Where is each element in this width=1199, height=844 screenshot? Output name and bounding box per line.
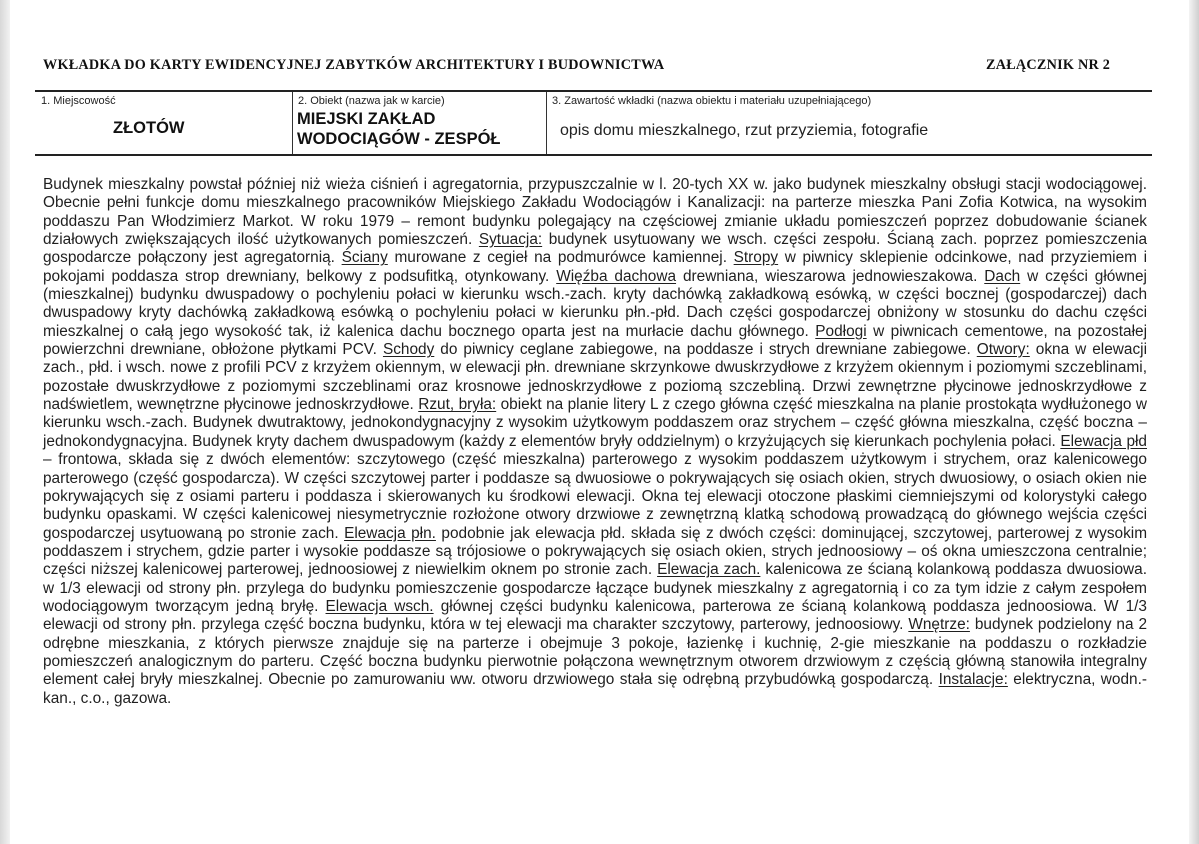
text-sytuacja: budynek usytuowany we wsch. części zespołu. Ścianą zach. poprzez pomieszczenia gospodarcze połączony jest agregatornią. — [43, 231, 1147, 267]
heading-wiezba: Więźba dachowa — [556, 267, 677, 285]
cell-contents — [546, 92, 1152, 154]
heading-rzut: Rzut, bryła: — [418, 396, 497, 414]
cell-object — [292, 92, 547, 154]
document-title: WKŁADKA DO KARTY EWIDENCYJNEJ ZABYTKÓW ARCHITEKTURY I BUDOWNICTWA — [43, 57, 665, 73]
heading-sytuacja: Sytuacja: — [478, 231, 543, 249]
heading-schody: Schody — [382, 341, 435, 359]
text-schody: do piwnicy ceglane zabiegowe, na poddasze i strych drewniane zabiegowe. — [434, 341, 971, 359]
text-elewacja-zach: kalenicowa ze ścianą kolankową poddasza dwuosiowa. w 1/3 elewacji od strony płn. przylega do budynku pomieszczenie gospodarcze łączące budynek mieszkalny z agregatornią i co za tym idzie z całym zespołem wodociągowym tworzącym jedną bryłę. — [43, 561, 1147, 615]
text-elewacja-wsch: głównej części budynku kalenicowa, parterowa ze ścianą kolankową poddasza jednoosiowa. W 1/3 elewacji od strony płn. przylega część boczna budynku, która w tej elewacji ma charakter szczytowy, parterowy, jednoosiowy. — [43, 597, 1147, 634]
description-body — [43, 176, 1147, 708]
heading-otwory: Otwory: — [976, 341, 1030, 359]
cell-contents-value: opis domu mieszkalnego, rzut przyziemia, fotografie — [560, 122, 929, 139]
cell-locality — [35, 92, 293, 154]
heading-dach: Dach — [984, 267, 1021, 285]
text-stropy: w piwnicy sklepienie odcinkowe, nad przyziemiem i pokojami poddasza strop drewniany, belkowy z podsufitką, otynkowany. — [43, 249, 1148, 285]
heading-podlogi: Podłogi — [815, 322, 867, 340]
cell-locality-label: 1. Miejscowość — [41, 95, 116, 107]
text-sciany: murowane z cegieł na podmurówce kamiennej. — [387, 249, 727, 267]
heading-elewacja-zach: Elewacja zach. — [657, 561, 761, 579]
cell-object-value-line2: WODOCIĄGÓW - ZESPÓŁ — [297, 130, 501, 148]
text-elewacja-pln: podobnie jak elewacja płd. składa się z dwóch części: dominującej, szczytowej, parterowej z wysokim poddaszem i strychem, gdzie parter i wysokie poddasze są trójosiowe o pokrywających się osiach okien, strych jednoosiowy – oś okna umieszczona centralnie; części niższej kalenicowej parterowej, jednoosiowej z niewielkim oknem po stronie zach. — [43, 524, 1148, 579]
text-wiezba: drewniana, wieszarowa jednowieszakowa. — [676, 267, 978, 285]
cell-object-label: 2. Obiekt (nazwa jak w karcie) — [298, 95, 445, 107]
text-instalacje: elektryczna, wodn.-kan., c.o., gazowa. — [43, 671, 1148, 707]
heading-sciany: Ściany — [341, 249, 388, 267]
intro-text: Budynek mieszkalny powstał później niż wieża ciśnień i agregatornia, przypuszczalnie w l. 20-tych XX w. jako budynek mieszkalny obsługi stacji wodociągowej. Obecnie pełni funkcje domu mieszkalnego pracowników Miejskiego Zakładu Wodociągów i Kanalizacji: na parterze mieszka Pani Zofia Kotwica, na wysokim poddaszu Pan Włodzimierz Markot. W roku 1979 – remont budynku polegający na częściowej zmianie układu pomieszczeń poprzez dobudowanie ścianek działowych zwiększających ilość użytkowanych pomieszczeń. — [43, 176, 1147, 249]
scan-edge-left — [0, 0, 10, 844]
heading-wnetrze: Wnętrze: — [908, 616, 970, 634]
cell-object-value — [297, 109, 501, 149]
text-dach: w części głównej (mieszkalnej) budynku dwuspadowy o pochyleniu połaci w kierunku wsch.-zach. kryty dachówką zakładkową esówką, w części bocznej (gospodarczej) dach dwuspadowy kryty dachówką zakładkową esówką o pochyleniu połaci w kierunku płn.-płd. Dach części gospodarczej obniżony w stosunku do dachu części mieszkalnej o całą jego wysokość tak, iż kalenica dachu bocznego oparta jest na murłacie dachu głównego. — [43, 267, 1147, 340]
heading-elewacja-pln: Elewacja płn. — [344, 524, 436, 542]
text-rzut: obiekt na planie litery L z czego główna część mieszkalna na planie prostokąta wydłużonego w kierunku wsch.-zach. Budynek dwutraktowy, jednokondygnacyjny z wysokim użytkowym poddaszem oraz strychem – część główna mieszkalna, część boczna – jednokondygnacyjna. Budynek kryty dachem dwuspadowym (każdy z elementów bryły oddzielnym) o krzyżujących się kierunkach pochylenia połaci. — [43, 396, 1147, 450]
cell-locality-value: ZŁOTÓW — [113, 119, 185, 137]
heading-instalacje: Instalacje: — [938, 671, 1008, 689]
heading-elewacja-pld: Elewacja płd — [1060, 432, 1147, 450]
attachment-number: ZAŁĄCZNIK NR 2 — [986, 57, 1111, 73]
cell-object-value-line1: MIEJSKI ZAKŁAD — [297, 110, 436, 128]
cell-contents-label: 3. Zawartość wkładki (nazwa obiektu i materiału uzupełniającego) — [552, 95, 872, 107]
text-podlogi: w piwnicach cementowe, na pozostałej powierzchni drewniane, obłożone płytkami PCV. — [43, 322, 1147, 359]
scan-edge-right — [1189, 0, 1199, 844]
text-wnetrze: budynek podzielony na 2 odrębne mieszkania, z których pierwsze znajduje się na parterze i obejmuje 3 pokoje, łazienkę i kuchnię, 2-gie mieszkanie na poddaszu o rozkładzie pomieszczeń analogicznym do parteru. Część boczna budynku pierwotnie połączona wewnętrznym otworem drzwiowym z częścią główną stanowiła integralny element całej bryły mieszkalnej. Obecnie po zamurowaniu ww. otworu drzwiowego stała się odrębną przybudówką gospodarczą. — [43, 616, 1148, 689]
heading-stropy: Stropy — [733, 249, 779, 267]
heading-elewacja-wsch: Elewacja wsch. — [325, 597, 434, 615]
text-otwory: okna w elewacji zach., płd. i wsch. nowe z profili PCV z krzyżem okiennym, w elewacji płn. drewniane skrzynkowe dwuskrzydłowe z krzyżem okiennym i poziomymi szczeblinami, pozostałe dwuskrzydłowe z poziomymi szczeblinami oraz krosnowe jednoskrzydłowe z poziomą szczebliną. Drzwi zewnętrzne płycinowe jednoskrzydłowe z nadświetlem, wewnętrzne płycinowe jednoskrzydłowe. — [43, 341, 1147, 414]
header-table — [35, 90, 1152, 156]
text-elewacja-pld: – frontowa, składa się z dwóch elementów: szczytowego (część mieszkalna) parterowego z wysokim poddaszem użytkowym i strychem, oraz kalenicowego parterowego (część gospodarcza). W części szczytowej parter i poddasze są dwuosiowe o pokrywających się osiach okien, strych dwuosiowy, o osiach okien nie pokrywających się z osiami parteru i poddasza i skierowanych ku środkowi elewacji. Okna tej elewacji otoczone płaskimi ciemniejszymi od kolorystyki całego budynku opaskami. W części kalenicowej niesymetrycznie rozłożone otwory drzwiowe z zewnętrzną klatką schodową prowadzącą do głównego wejścia części gospodarczej usytuowaną po stronie zach. — [43, 451, 1147, 542]
